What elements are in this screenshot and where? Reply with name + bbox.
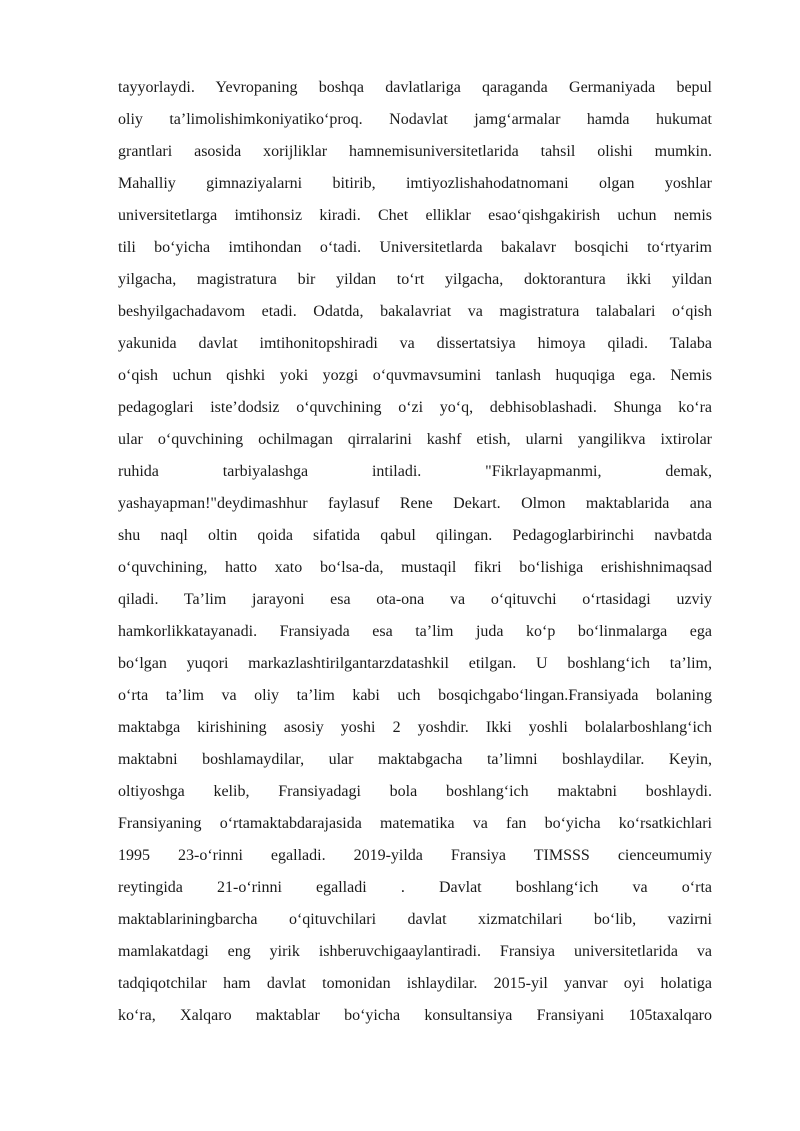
text-line: o‘quvchining, hatto xato bo‘lsa-da, mustaqil fikri bo‘lishiga erishishnimaqsad bbox=[118, 559, 712, 576]
text-line: bo‘lgan yuqori markazlashtirilgantarzdatashkil etilgan. U boshlang‘ich ta’lim, bbox=[118, 655, 712, 672]
text-line: ruhida tarbiyalashga intiladi. "Fikrlayapmanmi, demak, bbox=[118, 463, 712, 480]
text-line: grantlari asosida xorijliklar hamnemisuniversitetlarida tahsil olishi mumkin. bbox=[118, 143, 712, 160]
text-line: Mahalliy gimnaziyalarni bitirib, imtiyozlishahodatnomani olgan yoshlar bbox=[118, 175, 712, 192]
text-line: o‘qish uchun qishki yoki yozgi o‘quvmavsumini tanlash huquqiga ega. Nemis bbox=[118, 367, 712, 384]
text-line: o‘rta ta’lim va oliy ta’lim kabi uch bosqichgabo‘lingan.Fransiyada bolaning bbox=[118, 687, 712, 704]
text-line: oliy ta’limolishimkoniyatiko‘proq. Nodavlat jamg‘armalar hamda hukumat bbox=[118, 111, 712, 128]
text-line: tili bo‘yicha imtihondan o‘tadi. Universitetlarda bakalavr bosqichi to‘rtyarim bbox=[118, 239, 712, 256]
text-line: yashayapman!"deydimashhur faylasuf Rene Dekart. Olmon maktablarida ana bbox=[118, 495, 712, 512]
body-text bbox=[118, 72, 712, 1032]
text-line: shu naql oltin qoida sifatida qabul qilingan. Pedagoglarbirinchi navbatda bbox=[118, 527, 712, 544]
text-line: universitetlarga imtihonsiz kiradi. Chet elliklar esao‘qishgakirish uchun nemis bbox=[118, 207, 712, 224]
text-line: maktabni boshlamaydilar, ular maktabgacha ta’limni boshlaydilar. Keyin, bbox=[118, 751, 712, 768]
text-line: ko‘ra, Xalqaro maktablar bo‘yicha konsultansiya Fransiyani 105taxalqaro bbox=[118, 1007, 712, 1024]
text-line: maktablariningbarcha o‘qituvchilari davlat xizmatchilari bo‘lib, vazirni bbox=[118, 911, 712, 928]
text-line: ular o‘quvchining ochilmagan qirralarini kashf etish, ularni yangilikva ixtirolar bbox=[118, 431, 712, 448]
text-line: beshyilgachadavom etadi. Odatda, bakalavriat va magistratura talabalari o‘qish bbox=[118, 303, 712, 320]
text-line: maktabga kirishining asosiy yoshi 2 yoshdir. Ikki yoshli bolalarboshlang‘ich bbox=[118, 719, 712, 736]
text-line: yakunida davlat imtihonitopshiradi va dissertatsiya himoya qiladi. Talaba bbox=[118, 335, 712, 352]
text-line: hamkorlikkatayanadi. Fransiyada esa ta’lim juda ko‘p bo‘linmalarga ega bbox=[118, 623, 712, 640]
text-line: reytingida 21-o‘rinni egalladi . Davlat boshlang‘ich va o‘rta bbox=[118, 879, 712, 896]
text-line: Fransiyaning o‘rtamaktabdarajasida matematika va fan bo‘yicha ko‘rsatkichlari bbox=[118, 815, 712, 832]
text-line: tadqiqotchilar ham davlat tomonidan ishlaydilar. 2015-yil yanvar oyi holatiga bbox=[118, 975, 712, 992]
text-line: tayyorlaydi. Yevropaning boshqa davlatlariga qaraganda Germaniyada bepul bbox=[118, 79, 712, 96]
text-line: qiladi. Ta’lim jarayoni esa ota-ona va o‘qituvchi o‘rtasidagi uzviy bbox=[118, 591, 712, 608]
text-line: mamlakatdagi eng yirik ishberuvchigaaylantiradi. Fransiya universitetlarida va bbox=[118, 943, 712, 960]
text-line: yilgacha, magistratura bir yildan to‘rt yilgacha, doktorantura ikki yildan bbox=[118, 271, 712, 288]
text-line: oltiyoshga kelib, Fransiyadagi bola boshlang‘ich maktabni boshlaydi. bbox=[118, 783, 712, 800]
text-line: pedagoglari iste’dodsiz o‘quvchining o‘zi yo‘q, debhisoblashadi. Shunga ko‘ra bbox=[118, 399, 712, 416]
text-line: 1995 23-o‘rinni egalladi. 2019-yilda Fransiya TIMSSS cienceumumiy bbox=[118, 847, 712, 864]
